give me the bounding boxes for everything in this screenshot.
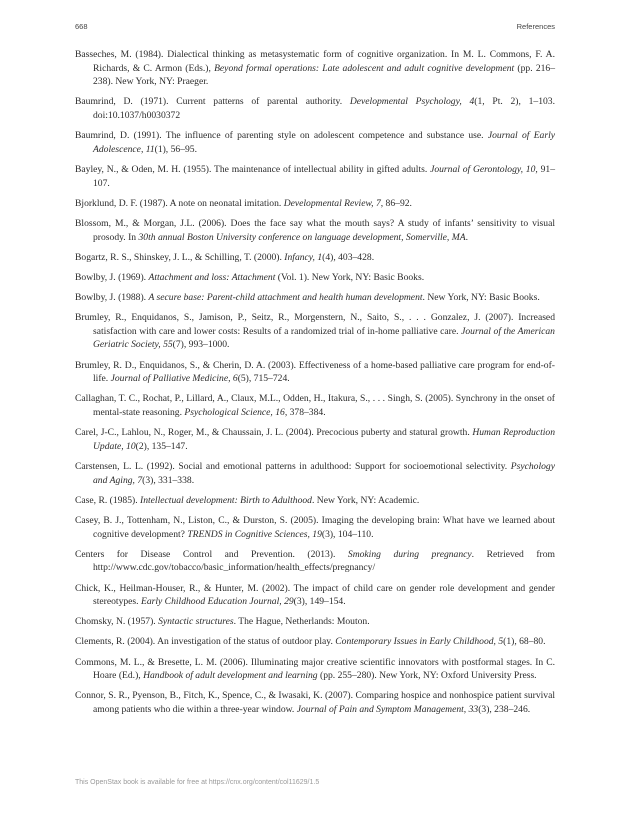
reference-text: Blossom, M., & Morgan, J.L. (2006). Does the face say what the mouth says? A study of infants’ sensitivity to visual prosody. In <box>75 217 555 243</box>
reference-text: (3), 331–338. <box>142 474 195 486</box>
reference-text: Case, R. (1985). <box>75 494 141 506</box>
reference-text: . New York, NY: Academic. <box>311 494 420 506</box>
reference-text: Bowlby, J. (1988). <box>75 292 149 304</box>
reference-text: (4), 403–428. <box>322 251 375 263</box>
reference-entry <box>75 514 555 541</box>
reference-source-italic: Journal of Gerontology, 10 <box>430 163 536 175</box>
reference-entry <box>75 197 555 211</box>
reference-entry <box>75 291 555 305</box>
reference-text: (2), 135–147. <box>135 440 188 452</box>
reference-text: Carstensen, L. L. (1992). Social and emotional patterns in adulthood: Support for socioemotional selectivity. <box>75 460 511 472</box>
reference-text: Baumrind, D. (1971). Current patterns of parental authority. <box>75 96 350 108</box>
reference-text: (3), 238–246. <box>478 704 531 716</box>
reference-entry <box>75 615 555 629</box>
section-title: References <box>516 22 555 31</box>
reference-entry <box>75 426 555 453</box>
reference-entry <box>75 548 555 575</box>
reference-source-italic: Attachment and loss: Attachment <box>148 271 276 283</box>
reference-source-italic: A secure base: Parent-child attachment and health human development <box>148 292 423 304</box>
reference-text: (pp. 255–280). New York, NY: Oxford University Press. <box>317 670 537 682</box>
reference-entry <box>75 460 555 487</box>
reference-text: . The Hague, Netherlands: Mouton. <box>233 616 370 628</box>
reference-source-italic: Developmental Psychology, 4 <box>349 96 475 108</box>
reference-text: Casey, B. J., Tottenham, N., Liston, C., & Durston, S. (2005). Imaging the developing brain: What have we learned about cognitive development? <box>75 514 555 540</box>
reference-entry <box>75 392 555 419</box>
reference-text: , 86–92. <box>380 197 412 209</box>
reference-text: (pp. 216–238). New York, NY: Praeger. <box>93 62 556 88</box>
page-footer: This OpenStax book is available for free at https://cnx.org/content/col11629/1.5 <box>75 779 320 786</box>
reference-source-italic: Contemporary Issues in Early Childhood, 5 <box>335 636 504 648</box>
reference-text: (1, Pt. 2), 1–103. doi:10.1037/h0030372 <box>93 96 556 121</box>
reference-text: Brumley, R., Enquidanos, S., Jamison, P., Seitz, R., Morgenstern, N., Saito, S., . . . Gonzalez, J. (2007). Increased satisfaction with care and lower costs: Results of a randomized trial of in-home palliative care. <box>75 312 555 337</box>
reference-source-italic: Handbook of adult development and learning <box>143 670 318 682</box>
reference-source-italic: Journal of Early Adolescence, 11 <box>93 130 556 155</box>
reference-entry <box>75 656 555 683</box>
reference-text: Basseches, M. (1984). Dialectical thinking as metasystematic form of cognitive organization. In M. L. Commons, F. A. Richards, & C. Armon (Eds.), <box>75 49 555 74</box>
reference-entry <box>75 311 555 352</box>
reference-text: Chick, K., Heilman-Houser, R., & Hunter, M. (2002). The impact of child care on gender role development and gender stereotypes. <box>75 582 555 608</box>
reference-text: Clements, R. (2004). An investigation of the status of outdoor play. <box>75 636 336 648</box>
reference-text: Bayley, N., & Oden, M. H. (1955). The maintenance of intellectual ability in gifted adults. <box>75 163 431 175</box>
reference-entry <box>75 689 555 716</box>
reference-entry <box>75 359 555 386</box>
reference-entry <box>75 129 555 156</box>
reference-text: (5), 715–724. <box>237 373 290 385</box>
reference-text: Baumrind, D. (1991). The influence of parenting style on adolescent competence and substance use. <box>75 130 488 142</box>
reference-text: . New York, NY: Basic Books. <box>422 292 540 304</box>
reference-entry <box>75 635 555 649</box>
reference-source-italic: Human Reproduction Update, 10 <box>93 427 555 452</box>
reference-text: . <box>465 231 468 243</box>
reference-list <box>75 48 555 723</box>
reference-entry <box>75 95 555 122</box>
reference-entry <box>75 251 555 265</box>
reference-source-italic: Smoking during pregnancy <box>347 548 472 560</box>
reference-text: Carel, J-C., Lahlou, N., Roger, M., & Chaussain, J. L. (2004). Precocious puberty and statural growth. <box>75 427 473 439</box>
reference-text: , 91–107. <box>93 163 555 189</box>
reference-entry <box>75 48 555 89</box>
reference-text: , 378–384. <box>284 407 326 418</box>
reference-text: Centers for Disease Control and Prevention. (2013). <box>75 548 348 560</box>
page-number: 668 <box>75 22 88 31</box>
reference-entry <box>75 494 555 508</box>
reference-text: (1), 56–95. <box>154 143 197 155</box>
reference-text: (3), 149–154. <box>293 596 346 608</box>
reference-text: (1), 68–80. <box>503 636 546 648</box>
reference-entry <box>75 582 555 609</box>
reference-text: Connor, S. R., Pyenson, B., Fitch, K., Spence, C., & Iwasaki, K. (2007). Comparing hospice and nonhospice patient survival among patients who die within a three-year window. <box>75 690 555 716</box>
reference-source-italic: TRENDS in Cognitive Sciences, 19 <box>187 528 322 540</box>
reference-source-italic: Beyond formal operations: Late adolescent and adult cognitive development <box>214 62 515 74</box>
reference-entry <box>75 163 555 190</box>
reference-text: Brumley, R. D., Enquidanos, S., & Cherin, D. A. (2003). Effectiveness of a home-based palliative care program for end-of-life. <box>75 359 555 385</box>
reference-source-italic: Psychological Science, 16 <box>184 407 285 418</box>
reference-entry <box>75 217 555 244</box>
reference-source-italic: Psychology and Aging, 7 <box>93 460 555 486</box>
reference-source-italic: Developmental Review, 7 <box>283 197 381 209</box>
reference-text: (3), 104–110. <box>321 528 374 540</box>
reference-text: . Retrieved from http://www.cdc.gov/tobacco/basic_information/health_effects/pregnancy/ <box>93 548 556 574</box>
reference-text: (7), 993–1000. <box>172 339 230 351</box>
reference-text: Bogartz, R. S., Shinskey, J. L., & Schilling, T. (2000). <box>75 251 285 263</box>
reference-text: (Vol. 1). New York, NY: Basic Books. <box>275 271 425 283</box>
reference-text: Bowlby, J. (1969). <box>75 271 149 283</box>
reference-text: Bjorklund, D. F. (1987). A note on neonatal imitation. <box>75 197 284 209</box>
reference-source-italic: 30th annual Boston University conference on language development, Somerville, MA <box>138 231 466 243</box>
reference-text: Commons, M. L., & Bresette, L. M. (2006). Illuminating major creative scientific innovators with postformal stages. In C. Hoare (Ed.), <box>75 656 555 682</box>
reference-source-italic: Journal of the American Geriatric Society, 55 <box>93 325 555 351</box>
reference-source-italic: Intellectual development: Birth to Adulthood <box>140 494 312 506</box>
reference-text: Callaghan, T. C., Rochat, P., Lillard, A., Claux, M.L., Odden, H., Itakura, S., . . . Singh, S. (2005). Synchrony in the onset of mental-state reasoning. <box>75 393 555 418</box>
reference-source-italic: Early Childhood Education Journal, 29 <box>140 596 294 608</box>
reference-text: Chomsky, N. (1957). <box>75 616 159 628</box>
reference-source-italic: Syntactic structures <box>158 616 234 628</box>
page-header <box>75 22 555 36</box>
reference-source-italic: Journal of Palliative Medicine, 6 <box>110 373 238 385</box>
reference-entry <box>75 271 555 285</box>
reference-source-italic: Journal of Pain and Symptom Management, 33 <box>296 704 479 716</box>
reference-source-italic: Infancy, 1 <box>284 251 323 263</box>
